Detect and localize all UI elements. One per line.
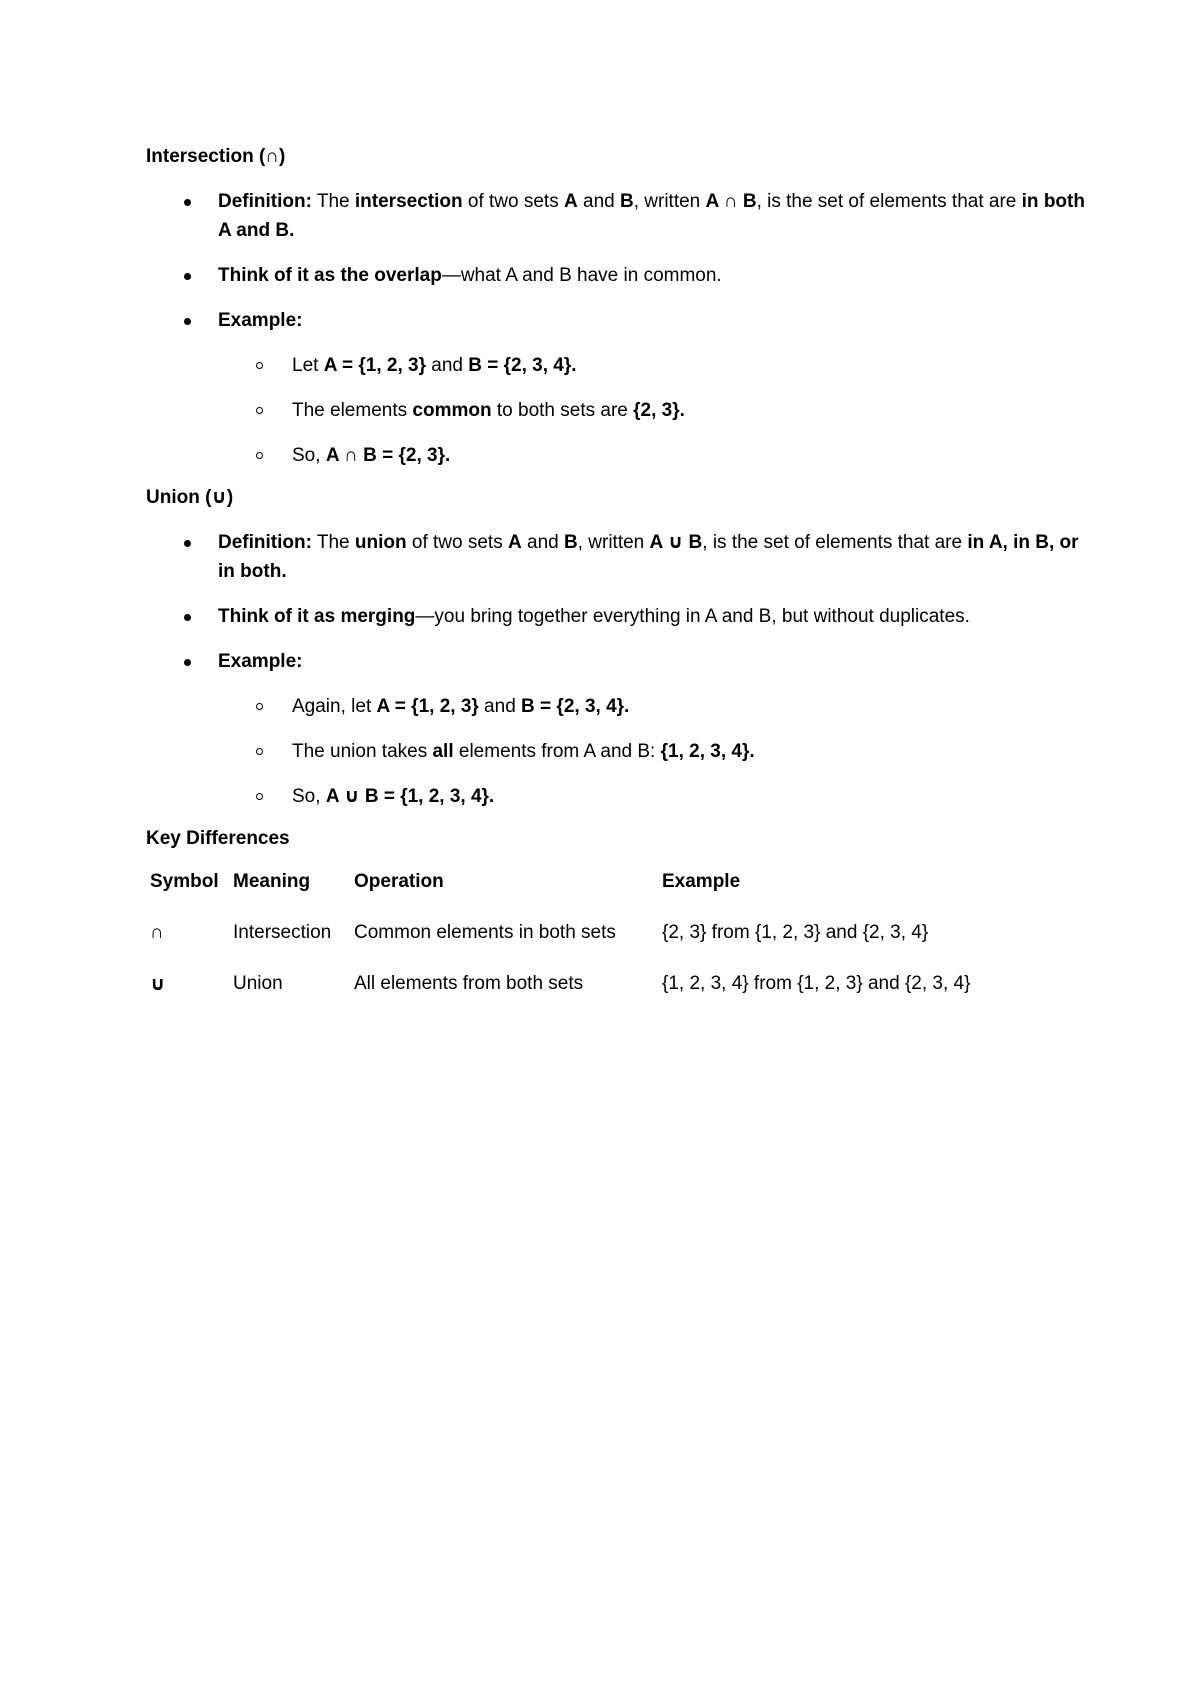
text-run: So, [292,786,326,807]
emphasis-text: in both A and B [218,191,1085,241]
bullet-dot-icon [184,659,191,666]
intersection-example-sub-1 [146,352,1086,380]
sub-bullet-ring-icon [256,407,263,414]
union-example-list [146,693,1086,811]
text-run: and [425,355,469,376]
set-b-label: B [619,191,634,212]
bullet-dot-icon [184,273,191,280]
table-row [150,922,1042,973]
column-header-example: Example [662,871,741,892]
text-run: , written [577,532,650,553]
text-run: . [444,445,451,466]
text-run: So, [292,445,326,466]
document-page [146,143,1086,1024]
text-run: and [577,191,620,212]
intersection-example-list [146,352,1086,470]
union-definition-item [146,528,1086,586]
union-heading: Union (∪) [146,487,234,508]
all-word: all [432,741,454,762]
union-example-item [146,647,1086,676]
bullet-dot-icon [184,614,191,621]
union-example-sub-1 [146,693,1086,721]
term-union: union [354,532,407,553]
sub-bullet-ring-icon [256,748,263,755]
text-run: The elements [292,400,413,421]
union-bullet-list [146,528,1086,676]
text-run: of two sets [406,532,508,553]
text-run: . [624,696,630,717]
emphasis-text: in A, in B, or in both [218,532,1079,582]
think-text: —you bring together everything in A and B, but without duplicates. [415,606,970,627]
think-text: —what A and B have in common. [441,265,722,286]
text-run: The [311,532,355,553]
text-run: . [571,355,577,376]
sub-bullet-ring-icon [256,452,263,459]
text-run: . [289,220,295,241]
table-cell-example: {1, 2, 3, 4} from {1, 2, 3} and {2, 3, 4} [662,973,971,994]
definition-label: Definition: [218,191,312,212]
text-run: elements from A and B: [453,741,661,762]
table-cell-symbol: ∩ [150,922,164,943]
text-run: , written [633,191,706,212]
text-run: , is the set of elements that are [702,532,968,553]
set-b-definition: B = {2, 3, 4} [468,355,572,376]
union-result: A ∪ B = {1, 2, 3, 4} [325,786,489,807]
sub-bullet-ring-icon [256,362,263,369]
key-differences-heading: Key Differences [146,828,290,849]
table-cell-meaning: Union [233,973,283,994]
text-run: . [749,741,755,762]
intersection-definition-item [146,187,1086,245]
definition-label: Definition: [218,532,312,553]
intersection-bullet-list [146,187,1086,335]
text-run: Let [292,355,324,376]
example-label: Example: [218,651,303,672]
set-a-label: A [507,532,522,553]
intersection-result: A ∩ B = {2, 3} [325,445,445,466]
think-bold-text: Think of it as merging [218,606,416,627]
column-header-operation: Operation [354,871,444,892]
intersection-example-sub-3 [146,442,1086,470]
text-run: The [311,191,355,212]
term-intersection: intersection [354,191,463,212]
intersection-example-sub-2 [146,397,1086,425]
bullet-dot-icon [184,199,191,206]
common-word: common [412,400,492,421]
table-header-row [150,871,1042,922]
text-run: . [679,400,685,421]
text-run: . [281,561,287,582]
table-cell-meaning: Intersection [233,922,332,943]
set-a-label: A [563,191,578,212]
union-example-sub-3 [146,783,1086,811]
table-row [150,973,1042,1024]
text-run: Again, let [292,696,377,717]
table-cell-example: {2, 3} from {1, 2, 3} and {2, 3, 4} [662,922,929,943]
sub-bullet-ring-icon [256,793,263,800]
set-b-label: B [563,532,578,553]
result-set: {2, 3} [633,400,680,421]
union-notation: A ∪ B [649,532,703,553]
text-run: , is the set of elements that are [756,191,1022,212]
text-run: to both sets are [491,400,634,421]
set-b-definition: B = {2, 3, 4} [521,696,625,717]
result-set: {1, 2, 3, 4} [660,741,750,762]
table-cell-symbol: ∪ [150,974,166,995]
intersection-heading: Intersection (∩) [146,146,286,167]
set-a-definition: A = {1, 2, 3} [376,696,479,717]
bullet-dot-icon [184,318,191,325]
intersection-example-item [146,306,1086,335]
text-run: The union takes [292,741,433,762]
example-label: Example: [218,310,303,331]
text-run: and [478,696,522,717]
bullet-dot-icon [184,540,191,547]
text-run: and [521,532,564,553]
table-cell-operation: All elements from both sets [354,973,584,994]
intersection-think-item [146,261,1086,290]
intersection-notation: A ∩ B [705,191,757,212]
union-think-item [146,602,1086,631]
think-bold-text: Think of it as the overlap [218,265,442,286]
text-run: of two sets [462,191,564,212]
column-header-symbol: Symbol [150,871,219,892]
sub-bullet-ring-icon [256,703,263,710]
table-cell-operation: Common elements in both sets [354,922,616,943]
column-header-meaning: Meaning [233,871,311,892]
union-example-sub-2 [146,738,1086,766]
text-run: . [488,786,495,807]
set-a-definition: A = {1, 2, 3} [323,355,426,376]
key-differences-table [150,871,1042,1024]
